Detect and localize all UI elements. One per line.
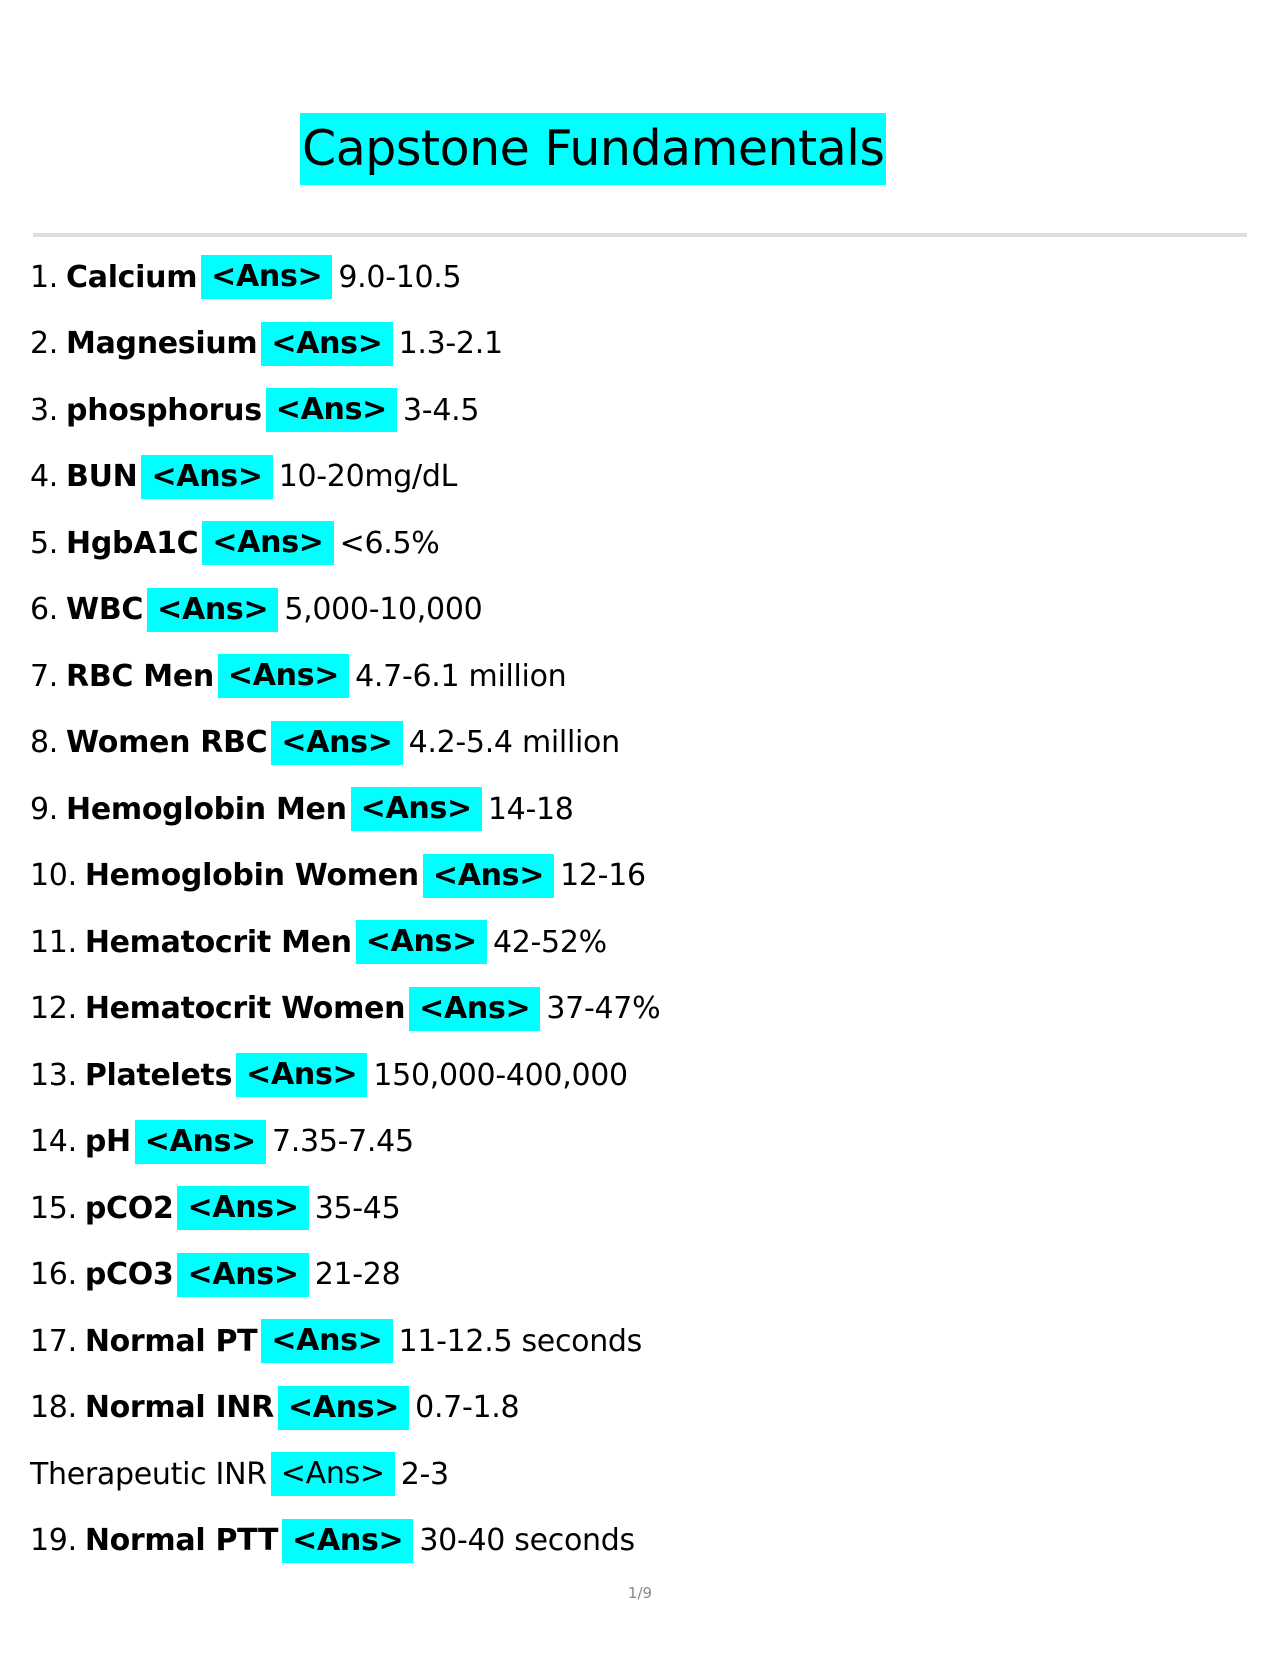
item-number: 17. (30, 1323, 77, 1359)
item-value: 2-3 (400, 1456, 449, 1492)
item-number: 5. (30, 525, 59, 561)
item-value: 0.7-1.8 (415, 1390, 520, 1426)
list-item (30, 1242, 660, 1309)
item-number: 19. (30, 1523, 77, 1559)
item-number: 4. (30, 459, 59, 495)
item-question: pCO2 (84, 1190, 174, 1226)
answer-tag: <Ans> (278, 1386, 409, 1430)
item-question: pH (84, 1124, 131, 1160)
item-value: 3-4.5 (403, 392, 480, 428)
answer-tag: <Ans> (266, 388, 397, 432)
item-number: 2. (30, 326, 59, 362)
answer-tag: <Ans> (202, 521, 333, 565)
item-question: Normal PTT (84, 1523, 279, 1559)
item-number: 7. (30, 658, 59, 694)
item-question: Hemoglobin Women (84, 858, 419, 894)
title-divider (33, 233, 1247, 237)
list-item (30, 1175, 660, 1242)
item-number: 13. (30, 1057, 77, 1093)
item-question: Normal PT (84, 1323, 258, 1359)
item-question: Hematocrit Women (84, 991, 406, 1027)
list-item (30, 377, 660, 444)
item-question: RBC Men (66, 658, 214, 694)
question-list (30, 244, 660, 1574)
item-value: 5,000-10,000 (284, 592, 483, 628)
list-item (30, 1508, 660, 1575)
item-number: 10. (30, 858, 77, 894)
item-question: phosphorus (66, 392, 262, 428)
item-number: 9. (30, 791, 59, 827)
item-value: 42-52% (492, 924, 607, 960)
item-question: Magnesium (66, 326, 258, 362)
item-number: 1. (30, 259, 59, 295)
answer-tag: <Ans> (282, 1519, 413, 1563)
item-question: Therapeutic INR (30, 1456, 267, 1492)
item-question: HgbA1C (66, 525, 199, 561)
item-question: pCO3 (84, 1257, 174, 1293)
item-question: Platelets (84, 1057, 233, 1093)
item-value: 12-16 (560, 858, 646, 894)
page-indicator: 1/9 (627, 1584, 653, 1602)
item-value: 1.3-2.1 (398, 326, 503, 362)
item-value: 7.35-7.45 (272, 1124, 414, 1160)
item-question: Hematocrit Men (84, 924, 352, 960)
item-value: 150,000-400,000 (373, 1057, 628, 1093)
item-value: 4.2-5.4 million (408, 725, 620, 761)
item-value: 11-12.5 seconds (398, 1323, 642, 1359)
item-number: 12. (30, 991, 77, 1027)
list-item (30, 776, 660, 843)
answer-tag: <Ans> (351, 787, 482, 831)
list-item (30, 1042, 660, 1109)
item-question: BUN (66, 459, 138, 495)
item-number: 3. (30, 392, 59, 428)
answer-tag: <Ans> (423, 854, 554, 898)
item-number: 8. (30, 725, 59, 761)
item-question: Women RBC (66, 725, 268, 761)
answer-tag: <Ans> (218, 654, 349, 698)
answer-tag: <Ans> (147, 588, 278, 632)
item-value: 37-47% (546, 991, 661, 1027)
list-item (30, 1109, 660, 1176)
item-value: 14-18 (487, 791, 574, 827)
list-item (30, 710, 660, 777)
answer-tag: <Ans> (201, 255, 332, 299)
list-item (30, 976, 660, 1043)
item-value: 35-45 (314, 1190, 401, 1226)
list-item (30, 311, 660, 378)
document-title: Capstone Fundamentals (300, 113, 886, 185)
item-number: 15. (30, 1190, 77, 1226)
list-item (30, 909, 660, 976)
list-item (30, 577, 660, 644)
answer-tag: <Ans> (356, 920, 487, 964)
answer-tag: <Ans> (135, 1120, 266, 1164)
item-number: 11. (30, 924, 77, 960)
item-question: Hemoglobin Men (66, 791, 347, 827)
list-item (30, 1308, 660, 1375)
item-value: 4.7-6.1 million (355, 658, 567, 694)
list-item (30, 444, 660, 511)
answer-tag: <Ans> (177, 1253, 308, 1297)
item-value: 10-20mg/dL (278, 459, 457, 495)
answer-tag: <Ans> (261, 1319, 392, 1363)
answer-tag: <Ans> (177, 1186, 308, 1230)
list-item (30, 510, 660, 577)
item-number: 6. (30, 592, 59, 628)
answer-tag: <Ans> (271, 721, 402, 765)
item-number: 16. (30, 1257, 77, 1293)
item-value: <6.5% (339, 525, 440, 561)
item-question: Normal INR (84, 1390, 274, 1426)
item-number: 14. (30, 1124, 77, 1160)
item-number: 18. (30, 1390, 77, 1426)
item-value: 9.0-10.5 (338, 259, 462, 295)
item-question: Calcium (66, 259, 198, 295)
answer-tag: <Ans> (236, 1053, 367, 1097)
list-item (30, 1375, 660, 1442)
item-value: 30-40 seconds (419, 1523, 635, 1559)
answer-tag: <Ans> (261, 322, 392, 366)
answer-tag: <Ans> (409, 987, 540, 1031)
item-question: WBC (66, 592, 144, 628)
answer-tag: <Ans> (141, 455, 272, 499)
item-value: 21-28 (314, 1257, 401, 1293)
list-item (30, 643, 660, 710)
list-item (30, 843, 660, 910)
list-item (30, 1441, 660, 1508)
answer-tag: <Ans> (271, 1452, 395, 1496)
list-item (30, 244, 660, 311)
